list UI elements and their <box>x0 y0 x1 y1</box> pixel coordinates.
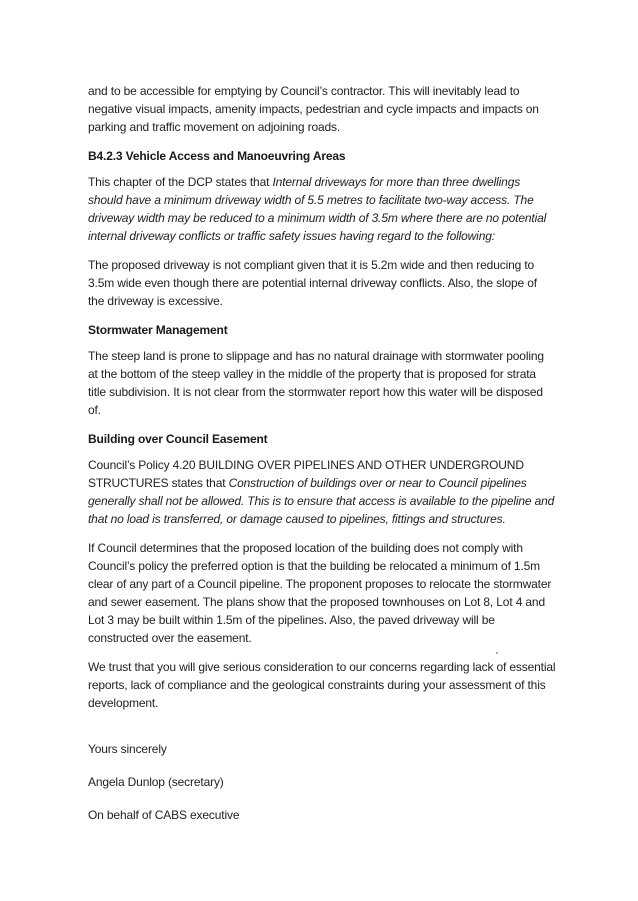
easement-heading: Building over Council Easement <box>88 432 268 446</box>
on-behalf-line: On behalf of CABS executive <box>88 808 240 822</box>
vehicle-access-paragraph-1 <box>88 173 556 245</box>
salutation: Yours sincerely <box>88 742 167 756</box>
vehicle-access-paragraph-2: The proposed driveway is not compliant given that it is 5.2m wide and then reducing to 3.5m wide even though there are potential internal driveway conflicts. Also, the slope of the driveway is excessive. <box>88 258 537 308</box>
easement-paragraph-1 <box>88 456 556 528</box>
intro-paragraph: and to be accessible for emptying by Council’s contractor. This will inevitably lead to negative visual impacts, amenity impacts, pedestrian and cycle impacts and impacts on parking and traffic movement on adjoining roads. <box>88 84 539 134</box>
easement-paragraph-2: If Council determines that the proposed location of the building does not comply with Council’s policy the preferred option is that the building be relocated a minimum of 1.5m clear of any part of a Council pipeline. The proponent proposes to relocate the stormwater and sewer easement. The plans show that the proposed townhouses on Lot 8, Lot 4 and Lot 3 may be built within 1.5m of the pipelines. Also, the paved driveway will be constructed over the easement. <box>88 541 552 645</box>
easement-policy-quote: Construction of buildings over or near to Council pipelines generally shall not be allowed. This is to ensure that access is available to the pipeline and that no load is transferred, or damage caused to pipelines, fittings and structures. <box>88 476 555 526</box>
stormwater-paragraph: The steep land is prone to slippage and has no natural drainage with stormwater pooling at the bottom of the steep valley in the middle of the property that is proposed for strata title subdivision. It is not clear from the stormwater report how this water will be disposed of. <box>88 349 544 417</box>
vehicle-access-quote: Internal driveways for more than three dwellings should have a minimum driveway width of 5.5 metres to facilitate two-way access. The driveway width may be reduced to a minimum width of 3.5m where there are no potential internal driveway conflicts or traffic safety issues having regard to the following: <box>88 175 547 243</box>
document-body <box>88 82 556 839</box>
letter-closing <box>88 740 556 824</box>
stormwater-heading: Stormwater Management <box>88 323 228 337</box>
easement-lead-text: Council’s Policy 4.20 BUILDING OVER PIPELINES AND OTHER UNDERGROUND STRUCTURES states that <box>88 458 524 490</box>
scan-speck <box>496 652 498 654</box>
signatory-name: Angela Dunlop (secretary) <box>88 775 224 789</box>
vehicle-access-lead-text: This chapter of the DCP states that <box>88 175 273 189</box>
vehicle-access-heading: B4.2.3 Vehicle Access and Manoeuvring Areas <box>88 149 346 163</box>
concluding-paragraph: We trust that you will give serious consideration to our concerns regarding lack of essential reports, lack of compliance and the geological constraints during your assessment of this development. <box>88 660 556 710</box>
